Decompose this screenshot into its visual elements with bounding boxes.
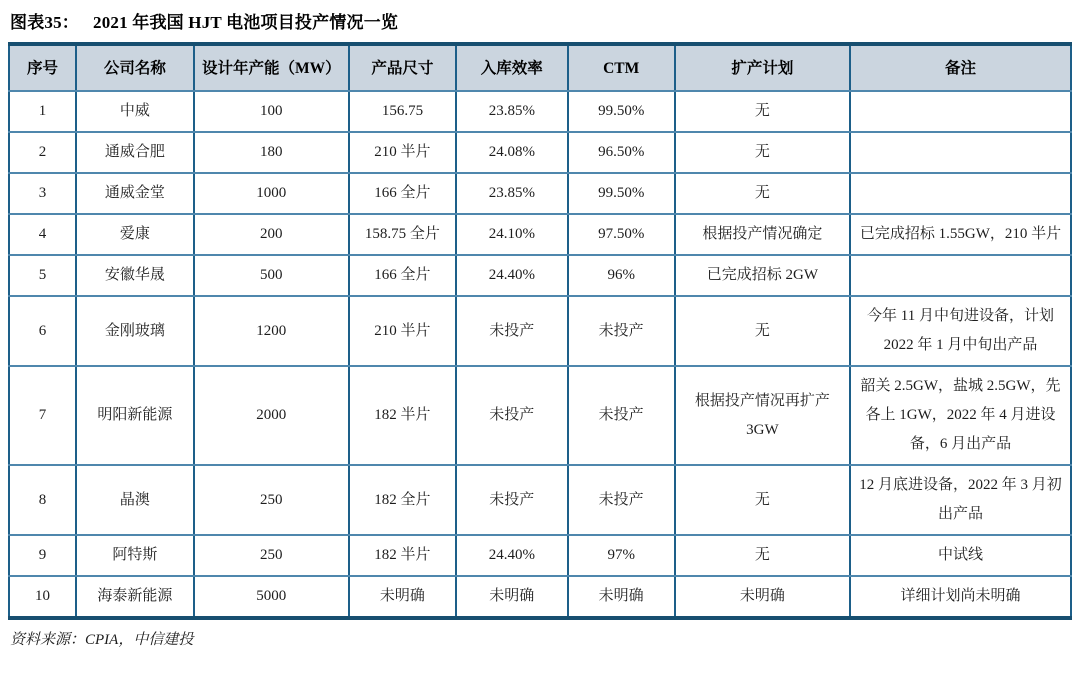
header-cell: CTM (568, 44, 675, 91)
table-cell: 金刚玻璃 (76, 296, 194, 366)
table-cell: 182 半片 (349, 366, 456, 465)
table-cell: 10 (9, 576, 76, 618)
table-cell: 未明确 (675, 576, 850, 618)
table-cell: 97% (568, 535, 675, 576)
table-cell: 182 半片 (349, 535, 456, 576)
table-cell: 24.08% (456, 132, 568, 173)
table-cell: 未明确 (568, 576, 675, 618)
figure-title-text: 2021 年我国 HJT 电池项目投产情况一览 (93, 13, 399, 32)
table-cell: 通威合肥 (76, 132, 194, 173)
table-row (9, 255, 1071, 296)
table-cell: 无 (675, 296, 850, 366)
table-cell: 1000 (194, 173, 349, 214)
table-cell: 3 (9, 173, 76, 214)
table-cell: 166 全片 (349, 173, 456, 214)
table-cell: 明阳新能源 (76, 366, 194, 465)
table-cell: 未明确 (456, 576, 568, 618)
header-cell: 序号 (9, 44, 76, 91)
table-cell: 96% (568, 255, 675, 296)
table-cell: 200 (194, 214, 349, 255)
table-cell: 韶关 2.5GW，盐城 2.5GW，先各上 1GW，2022 年 4 月进设备，6 月出产品 (850, 366, 1071, 465)
table-cell: 已完成招标 2GW (675, 255, 850, 296)
table-row (9, 214, 1071, 255)
header-cell: 备注 (850, 44, 1071, 91)
table-cell (850, 173, 1071, 214)
table-cell: 180 (194, 132, 349, 173)
figure-title (10, 8, 1073, 33)
table-cell: 详细计划尚未明确 (850, 576, 1071, 618)
header-row (9, 44, 1071, 91)
table-cell: 182 全片 (349, 465, 456, 535)
table-cell: 8 (9, 465, 76, 535)
table-cell: 250 (194, 465, 349, 535)
hjt-projects-table (8, 42, 1072, 620)
table-row (9, 535, 1071, 576)
table-cell: 210 半片 (349, 132, 456, 173)
table-row (9, 576, 1071, 618)
table-cell: 1 (9, 91, 76, 132)
table-cell: 未投产 (456, 366, 568, 465)
table-cell: 无 (675, 465, 850, 535)
table-cell: 99.50% (568, 91, 675, 132)
table-row (9, 132, 1071, 173)
table-cell: 96.50% (568, 132, 675, 173)
table-cell: 156.75 (349, 91, 456, 132)
table-cell: 23.85% (456, 173, 568, 214)
table-cell: 24.40% (456, 255, 568, 296)
table-cell: 未投产 (568, 296, 675, 366)
table-cell: 通威金堂 (76, 173, 194, 214)
table-cell: 24.10% (456, 214, 568, 255)
table-cell: 根据投产情况再扩产 3GW (675, 366, 850, 465)
table-cell: 今年 11 月中旬进设备，计划 2022 年 1 月中旬出产品 (850, 296, 1071, 366)
table-cell: 阿特斯 (76, 535, 194, 576)
table-cell: 2 (9, 132, 76, 173)
header-cell: 扩产计划 (675, 44, 850, 91)
table-cell: 250 (194, 535, 349, 576)
table-cell: 未明确 (349, 576, 456, 618)
table-cell: 爱康 (76, 214, 194, 255)
data-source-note: 资料来源：CPIA，中信建投 (10, 632, 194, 648)
table-cell: 无 (675, 91, 850, 132)
table-row (9, 366, 1071, 465)
table-cell: 未投产 (568, 366, 675, 465)
table-row (9, 296, 1071, 366)
table-cell: 5 (9, 255, 76, 296)
table-cell: 海泰新能源 (76, 576, 194, 618)
table-cell: 5000 (194, 576, 349, 618)
table-cell: 中试线 (850, 535, 1071, 576)
table-cell: 无 (675, 535, 850, 576)
table-row (9, 173, 1071, 214)
table-header (9, 44, 1071, 91)
table-cell (850, 255, 1071, 296)
table-cell: 158.75 全片 (349, 214, 456, 255)
figure-label: 图表35： (10, 13, 79, 32)
table-cell: 166 全片 (349, 255, 456, 296)
table-cell: 6 (9, 296, 76, 366)
table-cell: 24.40% (456, 535, 568, 576)
table-cell: 97.50% (568, 214, 675, 255)
table-cell: 无 (675, 132, 850, 173)
table-cell: 晶澳 (76, 465, 194, 535)
table-cell: 未投产 (456, 296, 568, 366)
header-cell: 入库效率 (456, 44, 568, 91)
table-cell: 未投产 (568, 465, 675, 535)
header-cell: 设计年产能（MW） (194, 44, 349, 91)
table-row (9, 465, 1071, 535)
table-cell: 未投产 (456, 465, 568, 535)
table-cell: 已完成招标 1.55GW，210 半片 (850, 214, 1071, 255)
table-cell: 1200 (194, 296, 349, 366)
header-cell: 公司名称 (76, 44, 194, 91)
table-cell (850, 91, 1071, 132)
table-cell: 4 (9, 214, 76, 255)
table-row (9, 91, 1071, 132)
table-cell: 210 半片 (349, 296, 456, 366)
table-cell: 12 月底进设备，2022 年 3 月初出产品 (850, 465, 1071, 535)
table-cell: 500 (194, 255, 349, 296)
table-cell: 7 (9, 366, 76, 465)
header-cell: 产品尺寸 (349, 44, 456, 91)
table-cell: 根据投产情况确定 (675, 214, 850, 255)
table-cell: 99.50% (568, 173, 675, 214)
table-body (9, 91, 1071, 618)
table-cell: 安徽华晟 (76, 255, 194, 296)
table-cell: 无 (675, 173, 850, 214)
table-cell (850, 132, 1071, 173)
table-cell: 23.85% (456, 91, 568, 132)
table-cell: 中威 (76, 91, 194, 132)
table-cell: 100 (194, 91, 349, 132)
table-cell: 2000 (194, 366, 349, 465)
table-cell: 9 (9, 535, 76, 576)
